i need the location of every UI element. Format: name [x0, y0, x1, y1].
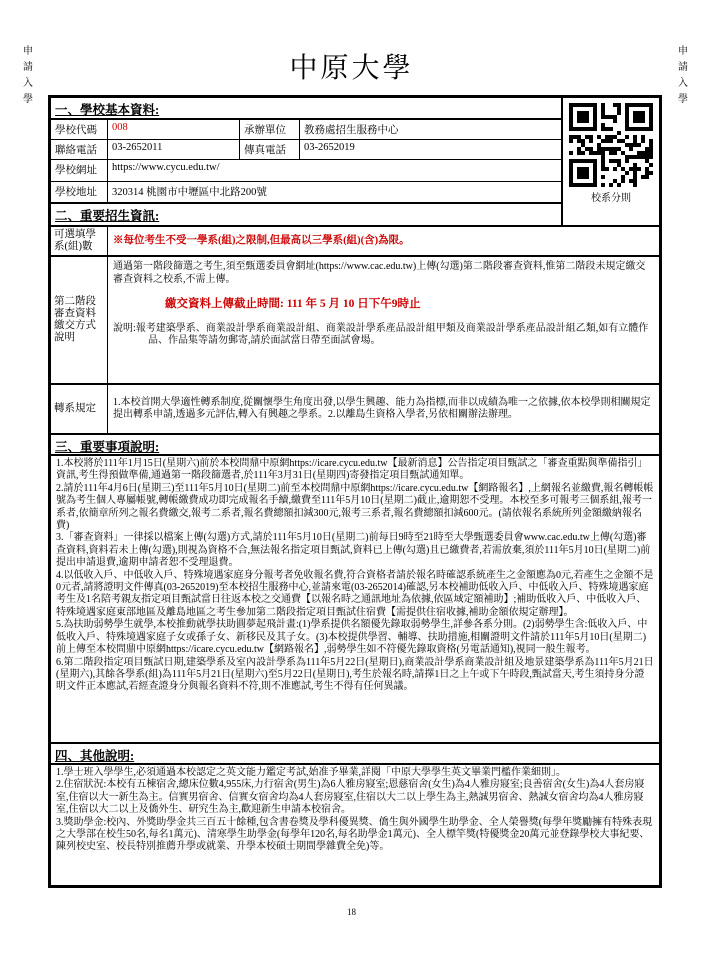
fax-value: 03-2652019 — [304, 142, 355, 153]
transfer-rule-text: 1.本校首開大學適性轉系制度,從關懷學生角度出發,以學生興趣、能力為指標,而非以成績為唯一之依據,依本校學則相關規定提出轉系申請,透過多元評估,轉入有興趣之學系。2.以離島生資格入學者,另依相關辦法辦理。 — [113, 396, 651, 420]
transfer-rule-row — [51, 385, 659, 435]
section3-item-3: 3.「審查資料」一律採以檔案上傳(勾選)方式,請於111年5月10日(星期二)前每日9時至21時至大學甄選委員會www.cac.edu.tw上傳(勾選)審查資料,資料若未上傳(勾選),則視為資格不合,無法報名指定項目甄試,資料已上傳(勾選)且已繳費者,若需放棄,須於111年5月10日(星期二)前提出申請退費,逾期申請者恕不受理退費。 — [56, 532, 651, 569]
address-value: 320314 桃園市中壢區中北路200號 — [112, 187, 267, 198]
section3-item-4: 4.以低收入戶、中低收入戶、特殊境遇家庭身分報考者免收報名費,符合資格者請於報名時確認系統產生之金額應為0元,若產生之金額不是0元者,請將證明文件傳真(03-2652019)至本校招生服務中心,並請來電(03-2652014)確認,另本校補助低收入戶、中低收入戶、特殊境遇家庭考生及1名陪考親友指定項目甄試當日往返本校之交通費【以報名時之通訊地址為依據,依區域定額補助】;補助低收入戶、中低收入戶、特殊境遇家庭東部地區及離島地區之考生參加第二階段指定項目甄試住宿費【需提供住宿收據,補助金額依規定辦理】。 — [56, 569, 654, 618]
transfer-rule-label: 轉系規定 — [51, 385, 108, 433]
school-code-value: 008 — [108, 120, 240, 139]
fax-label: 傳真電話 — [240, 140, 300, 159]
website-row — [51, 160, 561, 182]
address-row — [51, 182, 561, 204]
section4-header: 四、其他說明: — [51, 744, 659, 765]
upload-deadline-text: 繳交資料上傳截止時間: 111 年 5 月 10 日下午9時止 — [165, 298, 421, 310]
phone-row — [51, 140, 561, 160]
section1-block — [51, 98, 659, 227]
qr-code-icon — [569, 103, 653, 187]
section1-header: 一、學校基本資料: — [51, 98, 561, 120]
qr-caption: 校系分則 — [591, 193, 631, 204]
stage2-review-row — [51, 257, 659, 385]
section2-header: 二、重要招生資訊: — [51, 204, 561, 225]
address-label: 學校地址 — [51, 182, 108, 202]
side-label-left: 申請入學 — [23, 46, 33, 105]
choice-limit-label: 可選填學系(組)數 — [51, 227, 108, 255]
page-title: 中原大學 — [289, 53, 414, 84]
transfer-rule-content — [108, 385, 659, 433]
section3-item-1: 1.本校將於111年1月15日(星期六)前於本校問鼎中原網https://icare.cycu.edu.tw【最新消息】公告指定項目甄試之「審查重點與準備指引」資訊,考生得預做準備,通過第一階段篩選者,於111年3月31日(星期四)寄發指定項目甄試通知單。 — [56, 458, 648, 482]
section3-item-5: 5.為扶助弱勢學生就學,本校推動就學扶助圓夢起飛計畫:(1)學系提供名額優先錄取弱勢學生,詳參各系分則。(2)弱勢學生含:低收入戶、中低收入戶、特殊境遇家庭子女或孫子女、新移民及其子女。(3)本校提供學習、輔導、扶助措施,相關證明文件請於111年5月10日(星期二)前上傳至本校問鼎中原網https://icare.cycu.edu.tw【網路報名】,弱勢學生如不符優先錄取資格(另電話通知),視同一般生報考。 — [56, 619, 648, 656]
section3-content — [51, 456, 659, 744]
section4-item-1: 1.學士班入學學生,必須通過本校認定之英文能力鑑定考試,始准予畢業,詳閱「中原大學學生英文畢業門檻作業細則」。 — [56, 767, 566, 778]
website-value: https://www.cycu.edu.tw/ — [112, 162, 220, 173]
school-code-label: 學校代碼 — [51, 120, 108, 139]
choice-limit-row — [51, 227, 659, 257]
stage2-review-label: 第二階段審查資料繳交方式說明 — [51, 257, 108, 383]
qr-code-cell — [561, 98, 659, 225]
section4-item-2: 2.住宿狀況:本校有五棟宿舍,總床位數4,955床,力行宿舍(男生)為6人雅房寢室;恩慈宿舍(女生)為4人雅房寢室;良善宿舍(女生)為4人套房寢室,住宿以大一新生為主。信實男宿舍、信實女宿舍均為4人套房寢室,住宿以大二以上學生為主,熱誠男宿舍、熱誠女宿舍均為4人雅房寢室,住宿以大二以上及僑外生、研究生為主,歡迎新生申請本校宿舍。 — [56, 779, 645, 816]
stage2-note: 說明:報考建築學系、商業設計學系商業設計組、商業設計學系產品設計組甲類及商業設計學系產品設計組乙類,如有立體作品、作品集等請勿郵寄,請於面試當日帶至面試會場。 — [113, 322, 649, 346]
side-label-right: 申請入學 — [678, 46, 688, 105]
main-table — [48, 95, 662, 888]
organizer-label: 承辦單位 — [240, 120, 300, 139]
stage2-review-content — [108, 257, 659, 383]
website-label: 學校網址 — [51, 160, 108, 181]
page-number: 18 — [347, 907, 356, 917]
section4-item-3: 3.獎助學金:校內、外獎助學金共三百五十餘種,包含書卷獎及學科優異獎、僑生與外國學生助學金、全人榮譽獎(每學年獎勵擁有特殊表現之大學部在校生50名,每名1萬元)、清寒學生助學金(每學年120名,每名助學金1萬元)、全人標竿獎(特優獎金20萬元並登錄學校大事紀要、陳列校史室、校長特別推薦升學或就業、升學本校碩士期間學雜費全免)等。 — [56, 816, 653, 853]
section3-header: 三、重要事項說明: — [51, 435, 659, 456]
stage2-paragraph: 通過第一階段篩選之考生,須至甄選委員會網址(https://www.cac.edu.tw)上傳(勾選)第二階段審查資料,惟第二階段未規定繳交審查資料之校系,不需上傳。 — [113, 261, 646, 285]
section3-item-2: 2.請於111年4月6日(星期三)至111年5月10日(星期二)前至本校問鼎中原網https://icare.cycu.edu.tw【網路報名】,上網報名並繳費,報名轉帳帳號為考生個人專屬帳號,轉帳繳費成功即完成報名手續,繳費至111年5月10日(星期二)截止,逾期恕不受理。本校至多可報考三個系組,報考一系者,依簡章所列之報名費繳交,報考二系者,報名費總額扣減300元,報考三系者,報名費總額扣減600元。(請依報名系統所列金額繳納報名費) — [56, 482, 654, 532]
organizer-value: 教務處招生服務中心 — [304, 125, 399, 136]
section1-grid — [51, 98, 561, 225]
choice-limit-value: ※每位考生不受一學系(組)之限制,但最高以三學系(組)(含)為限。 — [113, 234, 410, 246]
school-code-row — [51, 120, 561, 140]
phone-value: 03-2652011 — [108, 140, 240, 159]
phone-label: 聯絡電話 — [51, 140, 108, 159]
section3-item-6: 6.第二階段指定項目甄試日期,建築學系及室內設計學系為111年5月22日(星期日),商業設計學系商業設計組及地景建築學系為111年5月21日(星期六),其餘各學系(組)為111年5月21日(星期六)至5月22日(星期日),考生於報名時,請擇1日之上午或下午時段,甄試當天,考生須持身分證明文件正本應試,若經查證身分與報名資料不符,則不准應試,考生不得有任何異議。 — [56, 656, 654, 693]
section4-content — [51, 765, 659, 885]
